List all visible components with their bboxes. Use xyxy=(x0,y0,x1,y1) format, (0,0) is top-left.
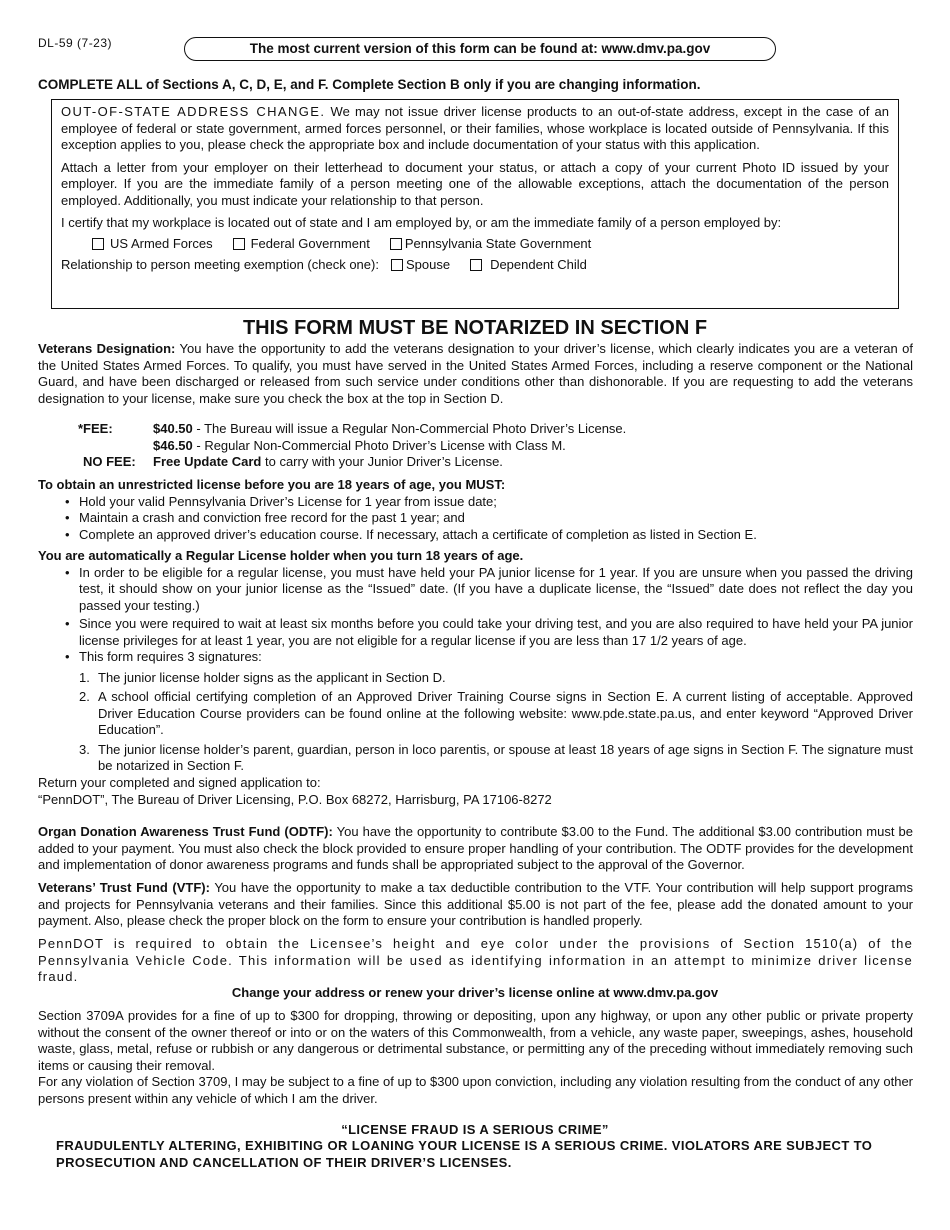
odtf-label: Organ Donation Awareness Trust Fund (ODTF): xyxy=(38,824,333,839)
checkbox[interactable] xyxy=(233,238,245,250)
employer-option-armed-forces[interactable]: US Armed Forces xyxy=(92,236,213,253)
current-version-banner: The most current version of this form can be found at: www.dmv.pa.gov xyxy=(184,37,776,61)
checkbox[interactable] xyxy=(391,259,403,271)
relationship-option-dependent-child[interactable]: Dependent Child xyxy=(470,257,587,274)
list-item: • In order to be eligible for a regular license, you must have held your PA junior license for 1 year. If you are unsure when you passed the driving test, it should show on your junior license as the “Issued” date. (If you have a duplicate license, the “Issued” date does not reflect the day you passed your testing.) xyxy=(79,565,913,615)
fee-block xyxy=(78,421,626,471)
section-3709a: Section 3709A provides for a fine of up to $300 for dropping, throwing or depositing, upon any highway, or upon any other public or private property without the consent of the owner thereof or into or on the waters of this Commonwealth, from a vehicle, any waste paper, sweepings, ashes, household waste, glass, metal, refuse or rubbish or any dangerous or detrimental substance, or permitting any of the preceding without immediately removing such items or causing their removal. xyxy=(38,1008,913,1073)
unrestricted-list xyxy=(38,494,913,544)
out-of-state-certify: I certify that my workplace is located out of state and I am employed by, or am the immediate family of a person employed by: xyxy=(61,215,782,230)
out-of-state-paragraph-2: Attach a letter from your employer on their letterhead to document your status, or attach a copy of your current Photo ID issued by your employer. If you are the immediate family of a person meeting one of the allowable exceptions, attach the documentation of the person employed. Additionally, you must indicate your relationship to that person. xyxy=(61,159,889,208)
vtf-label: Veterans’ Trust Fund (VTF): xyxy=(38,880,210,895)
list-item: • Hold your valid Pennsylvania Driver’s License for 1 year from issue date; xyxy=(79,494,913,511)
vtf-paragraph: Veterans’ Trust Fund (VTF): You have the opportunity to make a tax deductible contribution to the VTF. Your contribution will help support programs and projects for Pennsylvania veterans and their families. Since this additional $5.00 is not part of the fee, please add the donated amount to your payment. Also, please check the proper block on the form to ensure your contribution is handled properly. xyxy=(38,880,913,928)
fee-row-2: $46.50 - Regular Non-Commercial Photo Driver’s License with Class M. xyxy=(153,437,566,453)
fraud-warning: FRAUDULENTLY ALTERING, EXHIBITING OR LOANING YOUR LICENSE IS A SERIOUS CRIME. VIOLATORS ARE SUBJECT TO PROSECUTION AND CANCELLATION OF THEIR DRIVER’S LICENSES. xyxy=(56,1138,873,1170)
checkbox[interactable] xyxy=(470,259,482,271)
section-3709: For any violation of Section 3709, I may be subject to a fine of up to $300 upon conviction, including any violation resulting from the conduct of any other persons present within any vehicle of which I am the driver. xyxy=(38,1074,913,1106)
list-item: • This form requires 3 signatures: xyxy=(79,649,913,666)
fraud-title: “LICENSE FRAUD IS A SERIOUS CRIME” xyxy=(341,1122,609,1137)
odtf-paragraph: Organ Donation Awareness Trust Fund (ODTF): You have the opportunity to contribute $3.00 to the Fund. The additional $3.00 contribution must be added to your payment. You must also check the block provided to ensure proper handling of your contribution. The ODTF provides for the development and implementation of donor awareness programs and funds shall be appropriated subject to the approval of the Governor. xyxy=(38,824,913,872)
notarize-title: THIS FORM MUST BE NOTARIZED IN SECTION F xyxy=(242,317,708,339)
height-eye-notice: PennDOT is required to obtain the Licensee’s height and eye color under the provisions of Section 1510(a) of the Pennsylvania Vehicle Code. This information will be used as identifying information in an attempt to minimize driver license fraud. xyxy=(38,936,913,984)
list-item: 2. A school official certifying completion of an Approved Driver Training Course signs in Section E. A current listing of acceptable. Approved Driver Education Course providers can be found online at the following website: www.pde.state.pa.us, and enter keyword “Approved Driver Education”. xyxy=(79,689,913,737)
list-item: 3. The junior license holder’s parent, guardian, person in loco parentis, or spouse at least 18 years of age signs in Section F. The signature must be notarized in Section F. xyxy=(79,741,913,773)
relationship-label: Relationship to person meeting exemption (check one): xyxy=(61,257,379,272)
relationship-row xyxy=(61,257,889,274)
form-id: DL-59 (7-23) xyxy=(38,36,113,50)
employer-option-pa-state[interactable]: Pennsylvania State Government xyxy=(390,236,591,253)
unrestricted-section xyxy=(38,477,913,543)
veterans-label: Veterans Designation: xyxy=(38,341,176,356)
out-of-state-paragraph-1: OUT-OF-STATE ADDRESS CHANGE. We may not issue driver license products to an out-of-state address, except in the case of an employee of federal or state government, armed forces personnel, or their families, whose workplace is located outside of Pennsylvania. If this exception applies to you, please check the appropriate box and include documentation of your status with this application. xyxy=(61,104,889,152)
employer-checkbox-row xyxy=(61,236,889,253)
out-of-state-heading: OUT-OF-STATE ADDRESS CHANGE. xyxy=(61,104,326,119)
return-address: Return your completed and signed application to: “PennDOT”, The Bureau of Driver Licensing, P.O. Box 68272, Harrisburg, PA 17106-8272 xyxy=(38,775,552,807)
checkbox[interactable] xyxy=(92,238,104,250)
list-item: 1. The junior license holder signs as the applicant in Section D. xyxy=(79,669,446,685)
regular-heading: You are automatically a Regular License holder when you turn 18 years of age. xyxy=(38,548,524,563)
list-item: • Maintain a crash and conviction free record for the past 1 year; and xyxy=(79,510,913,527)
online-notice: Change your address or renew your driver’s license online at www.dmv.pa.gov xyxy=(231,985,719,1000)
employer-option-federal[interactable]: Federal Government xyxy=(233,236,370,253)
signature-list xyxy=(38,670,913,775)
regular-section xyxy=(38,548,913,778)
section-3709-block xyxy=(38,1008,913,1107)
relationship-option-spouse[interactable]: Spouse xyxy=(391,257,450,274)
list-item: • Complete an approved driver’s education course. If necessary, attach a certificate of completion as listed in Section E. xyxy=(79,527,913,544)
complete-all-instruction: COMPLETE ALL of Sections A, C, D, E, and F. Complete Section B only if you are changing information. xyxy=(38,77,701,92)
list-item: • Since you were required to wait at least six months before you could take your driving test, and you are also required to have held your PA junior license privileges for at least 1 year, you are not eligible for a regular license if you are less than 17 1/2 years of age. xyxy=(79,616,913,649)
checkbox[interactable] xyxy=(390,238,402,250)
veterans-designation: Veterans Designation: You have the opportunity to add the veterans designation to your driver’s license, which clearly indicates you are a veteran of the United States Armed Forces. To qualify, you must have served in the United States Armed Forces, including a reserve component or the National Guard, and have been discharged or released from such service under conditions other than dishonorable. If you are requesting to add the veterans designation to your license, make sure you check the box at the top in Section D. xyxy=(38,341,913,406)
unrestricted-heading: To obtain an unrestricted license before you are 18 years of age, you MUST: xyxy=(38,477,506,492)
fee-row-1: *FEE: $40.50 - The Bureau will issue a Regular Non-Commercial Photo Driver’s License. xyxy=(78,421,627,436)
out-of-state-box xyxy=(51,99,899,309)
regular-list xyxy=(38,565,913,666)
no-fee-row: NO FEE: Free Update Card to carry with your Junior Driver’s License. xyxy=(83,454,503,469)
